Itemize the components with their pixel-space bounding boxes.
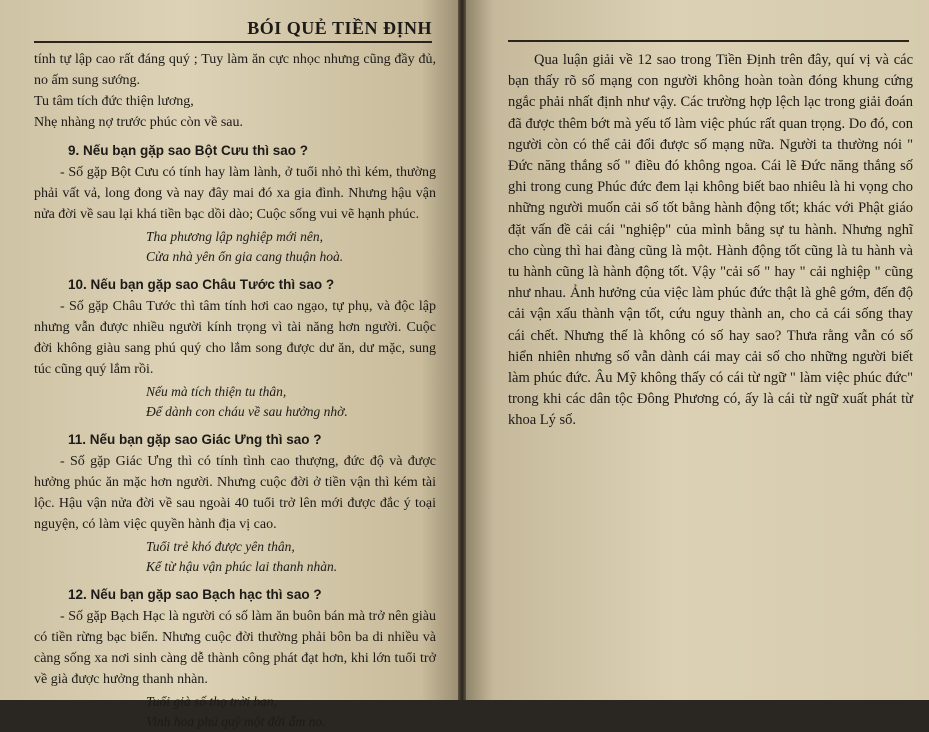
section-heading: 10. Nếu bạn gặp sao Châu Tước thì sao ? — [68, 277, 335, 292]
verse-line: Tuổi già số thọ trời ban, — [146, 694, 277, 709]
section-verse — [34, 382, 436, 422]
section-verse — [34, 227, 436, 267]
section-body: - Số gặp Giác Ưng thì có tính tình cao thượng, đức độ và được hưởng phúc ăn mặc hơn người. Nhưng cuộc đời ở tiền vận thì kém tài lộc. Hậu vận nửa đời về sau ngoài 40 tuổi trở lên mới được đắc ý toại nguyện, có làm việc quyền hành địa vị cao. — [34, 454, 436, 532]
section-body: - Số gặp Bột Cưu có tính hay làm lành, ở tuổi nhỏ thì kém, thường phải vất vả, long đong và nay đây mai đó xa gia đình. Nhưng hậu vận nửa đời về sau lại khá tiền bạc dồi dào; Cuộc sống vui vẽ hạnh phúc. — [34, 165, 436, 222]
verse-line: Kể từ hậu vận phúc lai thanh nhàn. — [146, 559, 338, 574]
section-body: - Số gặp Châu Tước thì tâm tính hơi cao ngạo, tự phụ, và độc lập nhưng vẫn được nhiều người kính trọng vì tài năng hơn người. Cuộc đời không giàu sang phú quý cho lắm song được dư ăn, dư mặc, sung túc cũng quý lắm rồi. — [34, 299, 436, 377]
verse-line: Vinh hoa phú quý một đời ấm no. — [146, 714, 326, 729]
conclusion-paragraph: Qua luận giải về 12 sao trong Tiền Định trên đây, quí vị và các bạn thấy rõ số mạng con người không hoàn toàn đóng khung cứng ngắc phải nhất định như vậy. Các trường hợp lệch lạc trong giải đoán đã được thêm bớt mà yếu tố làm việc phúc rất quan trọng. Do đó, con người còn có thể cải đổi được số mạng nữa. Người ta thường nói " Đức năng thắng số " điều đó không ngoa. Cái lẽ Đức năng thắng số ghi trong cung Phúc đức đem lại không biết bao nhiêu là hi vọng cho những người muốn cải số tốt bằng hành động tốt; khác với Phật giáo đặt vấn đề cải cái "nghiệp" của mình bằng sự tu hành. Nhưng nghĩ cho cùng thì hai đàng cũng là một. Hành động tốt cũng là tu hành và tu hành cũng là hành động tốt. Vậy "cải số " hay " cải nghiệp " cũng như nhau. Ảnh hưởng của việc làm phúc đức thật là ghê gớm, đến độ cải vận xấu thành vận tốt, cứu nguy thành an, cho cả cái sống thay cái chết. Nhưng thế là không có số hay sao? Thưa rằng vẫn có số hiển nhiên nhưng số vẫn dành cái may cải số cho những người biết làm phúc đức. Âu Mỹ không thấy có cái từ ngữ " làm việc phúc đức" trong khi các dân tộc Đông Phương có, ấy là cái từ ngữ xuất phát từ khoa Lý số. — [508, 52, 913, 429]
book-gutter — [458, 0, 466, 700]
section-verse — [34, 692, 436, 732]
verse-line: Để dành con cháu về sau hưởng nhờ. — [146, 404, 348, 419]
intro-paragraph: tính tự lập cao rất đáng quý ; Tuy làm ăn cực nhọc nhưng cũng đầy đủ, no ấm sung sướng. — [34, 52, 436, 88]
left-page — [0, 0, 458, 729]
verse-line: Tha phương lập nghiệp mới nên, — [146, 229, 324, 244]
running-header: BÓI QUẺ TIỀN ĐỊNH — [34, 18, 432, 43]
section-heading: 9. Nếu bạn gặp sao Bột Cưu thì sao ? — [68, 143, 309, 158]
intro-verse-line: Tu tâm tích đức thiện lương, — [34, 94, 194, 109]
verse-line: Cửa nhà yên ổn gia cang thuận hoà. — [146, 249, 344, 264]
top-rule — [508, 40, 909, 42]
section-verse — [34, 537, 436, 577]
section-body: - Số gặp Bạch Hạc là người có số làm ăn buôn bán mà trở nên giàu có tiền rừng bạc biển. Nhưng cuộc đời thường phải bôn ba di nhiều và càng sống xa nơi sinh càng dễ thành công phát đạt hơn, khi lớn tuổi trở về già được hưởng thanh nhàn. — [34, 609, 436, 687]
verse-line: Tuổi trẻ khó được yên thân, — [146, 539, 295, 554]
section-heading: 11. Nếu bạn gặp sao Giác Ưng thì sao ? — [68, 432, 322, 447]
section-heading: 12. Nếu bạn gặp sao Bạch hạc thì sao ? — [68, 587, 322, 602]
bleed-through-text — [508, 470, 913, 490]
verse-line: Nếu mà tích thiện tu thân, — [146, 384, 287, 399]
intro-verse-line: Nhẹ nhàng nợ trước phúc còn về sau. — [34, 115, 244, 130]
right-page — [466, 0, 929, 700]
